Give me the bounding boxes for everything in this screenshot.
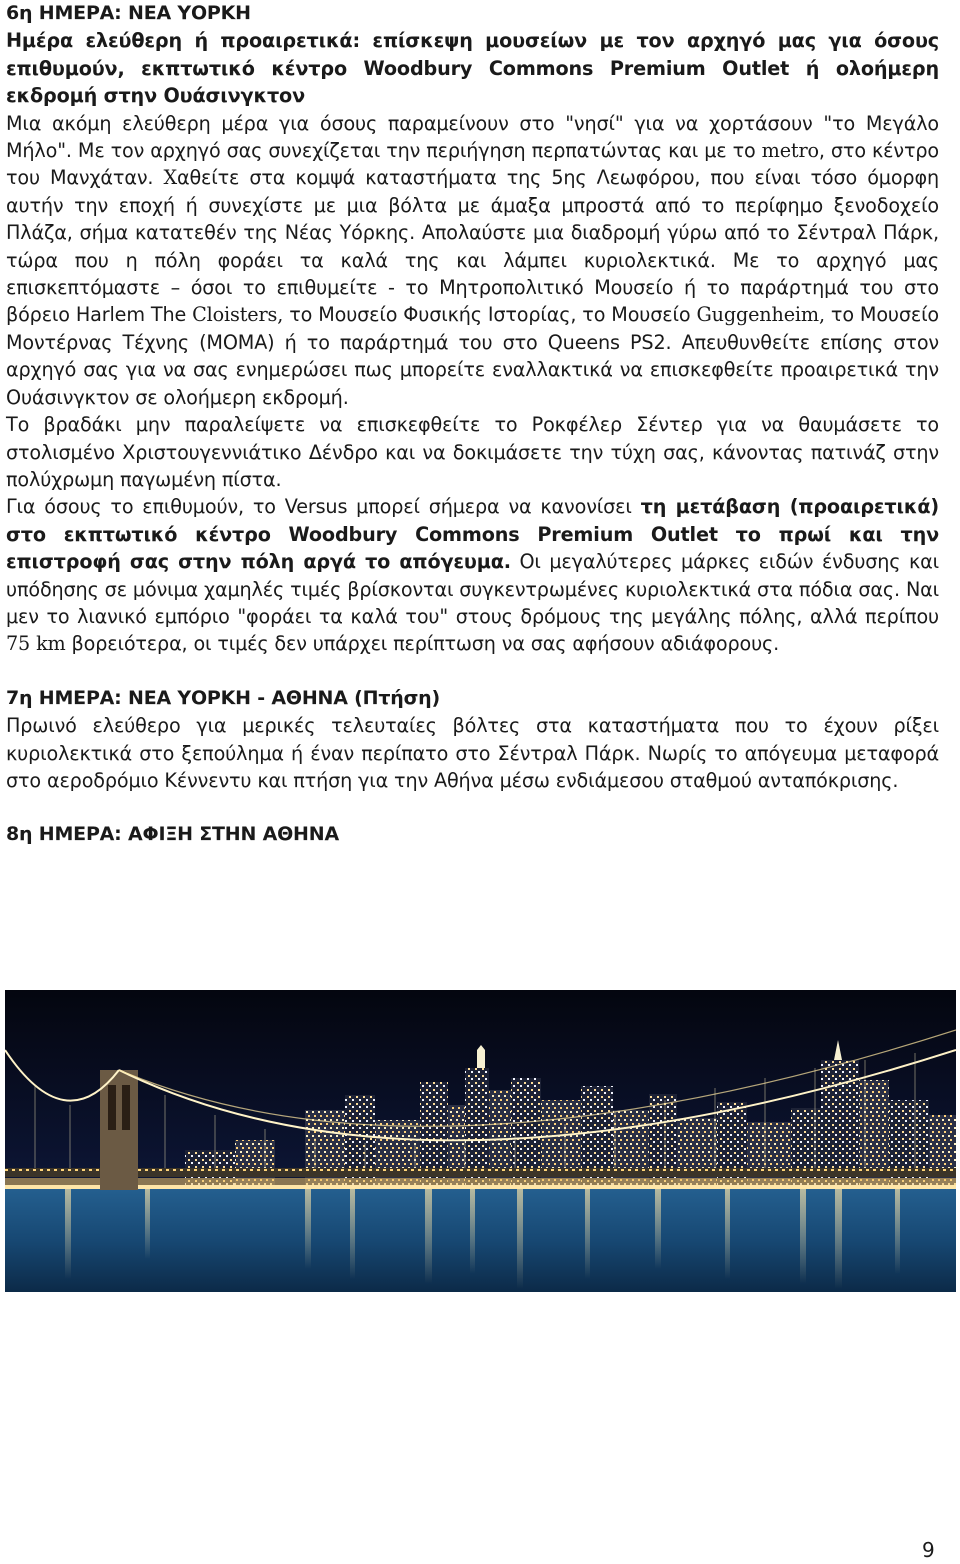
day6-p3-text-2: Οι μεγαλύτερες μάρκες ειδών ένδυσης και υπόδησης σε μόνιμα χαμηλές τιμές βρίσκονται συγκεντρωμένες κυριολεκτικά στα πόδια σας. Ναι μεν το λιανικό εμπόριο "φοράει τα καλά του" στους δρόμους της μεγάλης πόλης, αλλά περίπου <box>6 550 939 628</box>
spacer <box>6 658 939 685</box>
distance-km: 75 km <box>6 632 66 656</box>
metro-word: metro <box>761 139 819 163</box>
day6-p3-text-1: Για όσους το επιθυμούν, το Versus μπορεί σήμερα να κανονίσει <box>6 495 641 519</box>
day8-heading: 8η ΗΜΕΡΑ: ΑΦΙΞΗ ΣΤΗΝ ΑΘΗΝΑ <box>6 823 339 846</box>
day7-paragraph: Πρωινό ελεύθερο για μερικές τελευταίες βόλτες στα καταστήματα που το έχουν ρίξει κυριολεκτικά στο ξεπούλημα ή έναν περίπατο στο Σέντραλ Πάρκ. Νωρίς το απόγευμα μεταφορά στο αεροδρόμιο Κέννεντυ και πτήση για την Αθήνα μέσω ενδιάμεσου σταθμού ανταπόκρισης. <box>6 714 939 792</box>
day7-heading: 7η ΗΜΕΡΑ: ΝΕΑ ΥΟΡΚΗ - ΑΘΗΝΑ (Πτήση) <box>6 686 440 709</box>
day6-paragraph-3 <box>6 493 939 657</box>
day6-subtitle: Ημέρα ελεύθερη ή προαιρετικά: επίσκεψη μουσείων με τον αρχηγό μας για όσους επιθυμούν, εκπτωτικό κέντρο Woodbury Commons Premium Outlet ή ολοήμερη εκδρομή στην Ουάσινγκτον <box>6 29 939 108</box>
woodbury-transfer-bold: τη μετάβαση (προαιρετικά) στο εκπτωτικό κέντρο Woodbury Commons Premium Outlet το πρωί και την επιστροφή σας στην πόλη αργά το απόγευμα. <box>6 495 939 574</box>
page-number: 9 <box>922 1538 935 1562</box>
spacer <box>6 794 939 821</box>
day6-p1-text-4: το Μουσείο Φυσικής Ιστορίας, το Μουσείο <box>283 303 697 327</box>
day6-p1-text-3: αθείτε στα κομψά καταστήματα της 5ης Λεωφόρου, που είναι τόσο όμορφη αυτήν την εποχή ή συνεχίστε με μια βόλτα με άμαξα μπροστά από το περίφημο ξενοδοχείο Πλάζα, σήμα κατατεθέν της Νέας Υόρκης. Απολαύστε μια διαδρομή γύρω από το Σέντραλ Πάρκ, τώρα που η πόλη φοράει τα καλά της και λάμπει κυριολεκτικά. Με το αρχηγό μας επισκεπτόμαστε – όσοι το επιθυμείτε - το Μητροπολιτικό Μουσείο ή το παράρτημά του στο βόρειο Harlem The <box>6 166 939 327</box>
guggenheim-word: Guggenheim, <box>696 303 825 327</box>
day6-p1-text-2: , στο κέντρο του Μανχάταν. <box>6 139 939 190</box>
day6-p3-text-3: βορειότερα, οι τιμές δεν υπάρχει περίπτωση να σας αφήσουν αδιάφορους. <box>65 632 780 656</box>
day6-paragraph-2: Το βραδάκι μην παραλείψετε να επισκεφθείτε το Ροκφέλερ Σέντερ για να θαυμάσετε το στολισμένο Χριστουγεννιάτικο Δένδρο και να δοκιμάσετε την τύχη σας, κάνοντας πατινάζ στην πολύχρωμη παγωμένη πίστα. <box>6 413 939 491</box>
day6-p1-text-1: Μια ακόμη ελεύθερη μέρα για όσους παραμείνουν στο "νησί" για να χορτάσουν "το Μεγάλο Μήλο". Με τον αρχηγό σας συνεχίζεται την περιήγηση περπατώντας και με το <box>6 111 939 163</box>
day6-p1-text-5: το Μουσείο Μοντέρνας Τέχνης (ΜΟΜΑ) ή το παράρτημά του στο Queens PS2. Απευθυνθείτε επίσης στον αρχηγό σας για να σας ενημερώσει πως μπορείτε εναλλακτικά να επισκεφθείτε προαιρετικά την Ουάσινγκτον σε ολοήμερη εκδρομή. <box>6 303 940 409</box>
x-letter: Χ <box>163 166 177 190</box>
day6-heading: 6η ΗΜΕΡΑ: ΝΕΑ ΥΟΡΚΗ <box>6 2 251 24</box>
brooklyn-bridge-night-photo <box>5 990 956 1292</box>
cloisters-word: Cloisters, <box>192 303 284 327</box>
day6-paragraph-1 <box>6 110 939 411</box>
page-content <box>6 0 939 849</box>
